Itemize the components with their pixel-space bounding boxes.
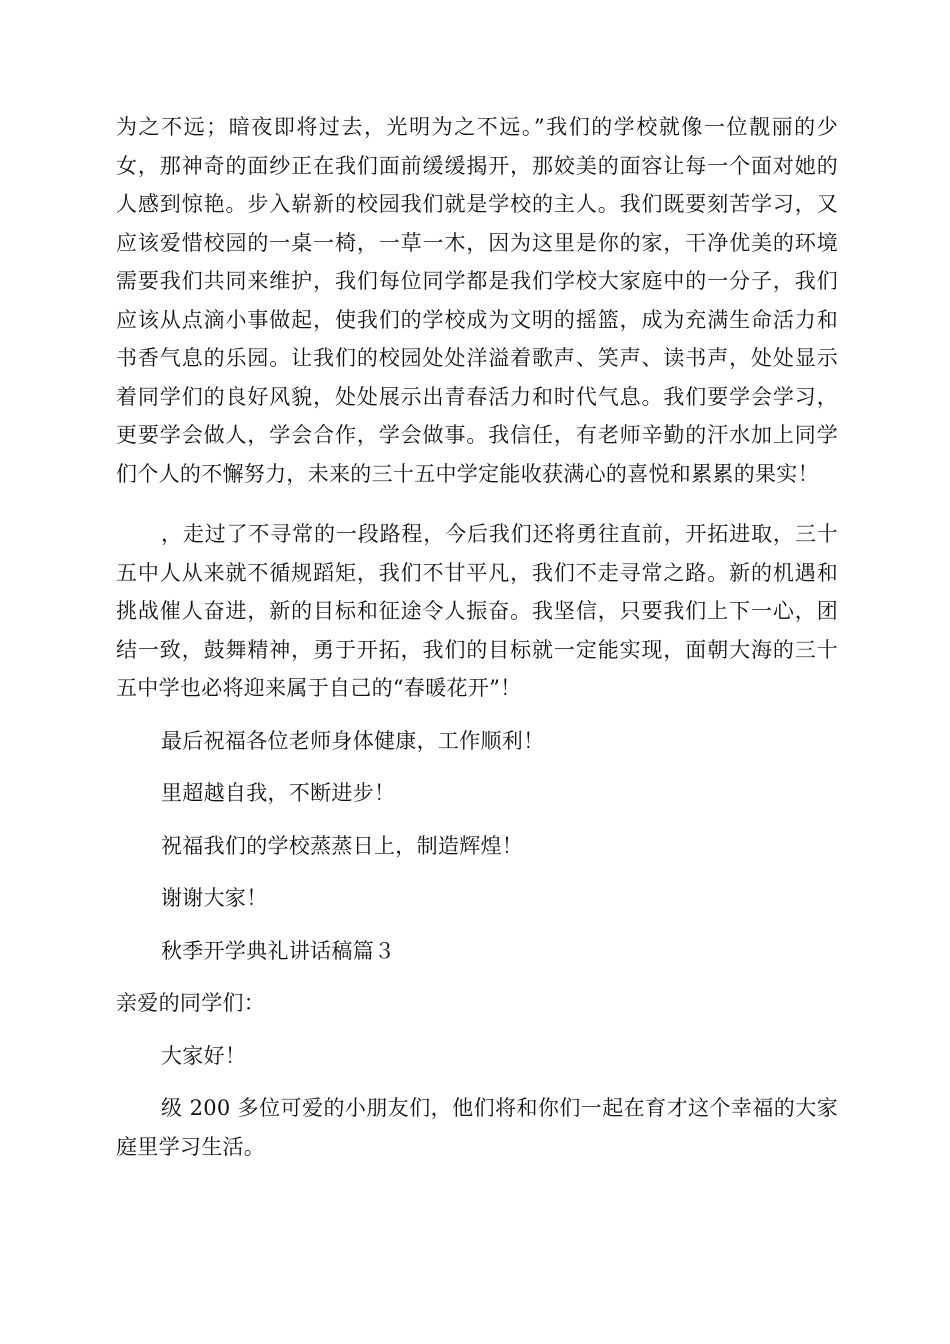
paragraph-wish-school: 祝福我们的学校蒸蒸日上，制造辉煌！ — [161, 833, 524, 858]
paragraph-wish-teachers: 最后祝福各位老师身体健康，工作顺利！ — [161, 728, 545, 753]
paragraph-wish-progress: 里超越自我，不断进步！ — [161, 781, 396, 805]
greeting: 大家好！ — [161, 1043, 247, 1068]
salutation: 亲爱的同学们： — [116, 991, 266, 1015]
document-body — [116, 108, 838, 1166]
paragraph-new-students: 级 200 多位可爱的小朋友们，他们将和你们一起在育才这个幸福的大家庭里学习生活。 — [116, 1096, 838, 1159]
paragraph-future-goals: ，走过了不寻常的一段路程，今后我们还将勇往直前，开拓进取，三十五中人从来就不循规蹈矩，我们不甘平凡，我们不走寻常之路。新的机遇和挑战催人奋进，新的目标和征途令人振奋。我坚信，只要我们上下一心，团结一致，鼓舞精神，勇于开拓，我们的目标就一定能实现，面朝大海的三十五中学也必将迎来属于自己的“春暖花开”！ — [116, 522, 838, 700]
paragraph-school-vision: 为之不远；暗夜即将过去，光明为之不远。”我们的学校就像一位靓丽的少女，那神奇的面纱正在我们面前缓缓揭开，那姣美的面容让每一个面对她的人感到惊艳。步入崭新的校园我们就是学校的主人。我们既要刻苦学习，又应该爱惜校园的一桌一椅，一草一木，因为这里是你的家，干净优美的环境需要我们共同来维护，我们每位同学都是我们学校大家庭中的一分子，我们应该从点滴小事做起，使我们的学校成为文明的摇篮，成为充满生命活力和书香气息的乐园。让我们的校园处处洋溢着歌声、笑声、读书声，处处显示着同学们的良好风貌，处处展示出青春活力和时代气息。我们要学会学习，更要学会做人，学会合作，学会做事。我信任，有老师辛勤的汗水加上同学们个人的不懈努力，未来的三十五中学定能收获满心的喜悦和累累的果实！ — [116, 115, 838, 486]
paragraph-thanks: 谢谢大家！ — [161, 886, 268, 910]
section-heading: 秋季开学典礼讲话稿篇３ — [161, 938, 396, 963]
